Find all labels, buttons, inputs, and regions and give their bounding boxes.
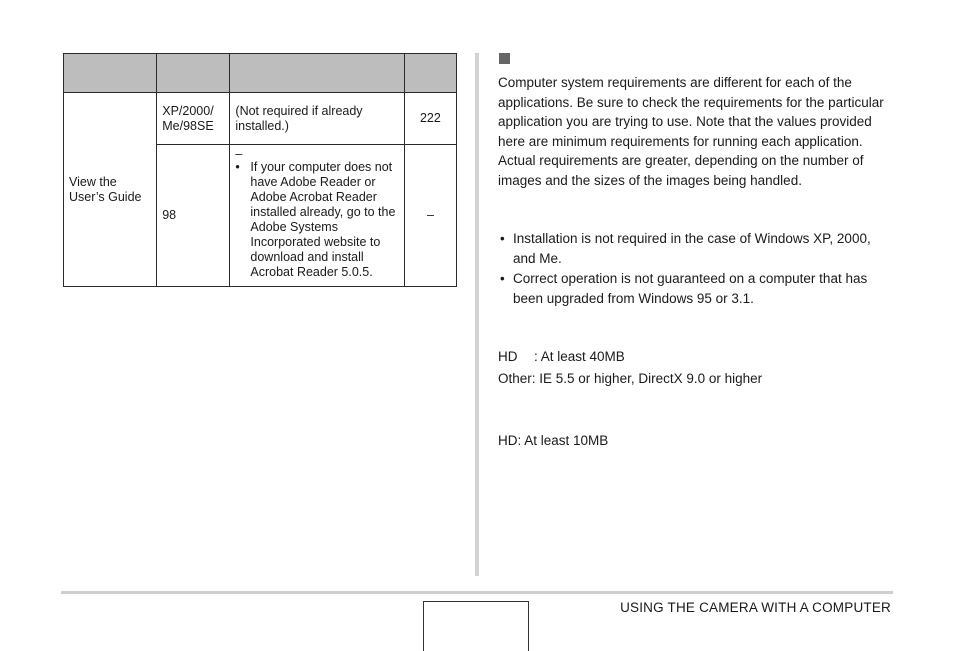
- notes-list: [498, 229, 893, 309]
- requirements-table: [63, 53, 457, 287]
- dash-mark: –: [235, 147, 243, 161]
- header-cell: [230, 54, 404, 93]
- column-divider: [475, 53, 479, 576]
- os-cell: XP/2000/ Me/98SE: [157, 93, 230, 145]
- note-bullet: • If your computer does not have Adobe Reader or Adobe Acrobat Reader installed already, go to the Adobe Systems Incorporated website to download and install Acrobat Reader 5.0.5.: [235, 160, 398, 280]
- section-square-icon: [499, 53, 510, 64]
- note-cell: (Not required if already installed.): [230, 93, 404, 145]
- table-row: [64, 93, 457, 145]
- note-cell: [230, 145, 404, 287]
- row-label-cell: View the User’s Guide: [64, 93, 157, 287]
- list-item: • Correct operation is not guaranteed on a computer that has been upgraded from Windows 95 or 3.1.: [498, 269, 893, 308]
- header-cell: [64, 54, 157, 93]
- page-cell: 222: [404, 93, 456, 145]
- list-item: • Installation is not required in the case of Windows XP, 2000, and Me.: [498, 229, 893, 268]
- footer-rule: [61, 591, 893, 594]
- spec-hd2-line: HD: At least 10MB: [498, 433, 609, 448]
- spec-hd-line: [498, 347, 625, 366]
- header-cell: [404, 54, 456, 93]
- spec-value: : IE 5.5 or higher, DirectX 9.0 or higher: [531, 371, 763, 386]
- spec-other-line: [498, 369, 762, 388]
- os-cell: 98: [157, 145, 230, 287]
- page-cell: –: [404, 145, 456, 287]
- section-title: USING THE CAMERA WITH A COMPUTER: [620, 600, 891, 615]
- spec-key: HD: [498, 349, 518, 364]
- intro-paragraph: Computer system requirements are different for each of the applications. Be sure to check the requirements for the particular application you are trying to use. Note that the values provided here are minimum requirements for running each application. Actual requirements are greater, depending on the number of images and the sizes of the images being handled.: [498, 75, 884, 188]
- page-number-box: [423, 601, 529, 651]
- spec-value: : At least 40MB: [534, 349, 625, 364]
- spec-key: Other: [498, 371, 532, 386]
- header-cell: [157, 54, 230, 93]
- table-header-row: [64, 54, 457, 93]
